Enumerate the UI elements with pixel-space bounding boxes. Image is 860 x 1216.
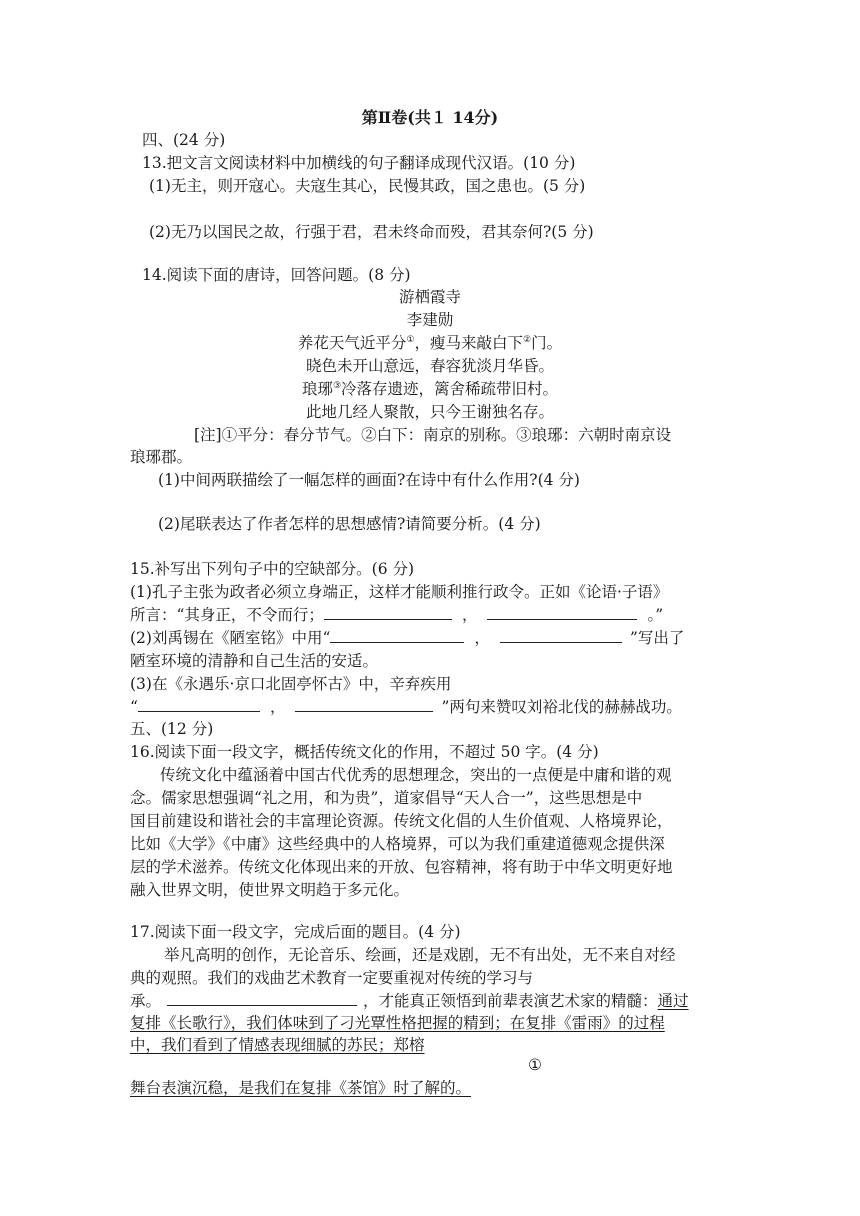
q16-passage-line6: 融入世界文明，使世界文明趋于多元化。 xyxy=(130,881,410,899)
poem-line-4: 此地几经人聚散，只今王谢独名存。 xyxy=(305,403,554,421)
q15-sub2-line2: 陋室环境的清静和自己生活的安适。 xyxy=(130,652,379,670)
page-title: 第Ⅱ卷(共１ 14分) xyxy=(361,108,499,127)
q17-passage-line4: 复排《长歌行》，我们体味到了刁光覃性格把握的精到；在复排《雷雨》的过程 xyxy=(130,1014,665,1032)
q15-sub2-prompt: (2)刘禹锡在《陋室铭》中用“ xyxy=(130,629,331,647)
q17-passage-line3 xyxy=(130,991,689,1011)
q17-line3-middle: ，才能真正领悟到前辈表演艺术家的精髓： xyxy=(363,992,658,1010)
poem-note-1: [注]①平分：春分节气。②白下：南京的别称。③琅琊：六朝时南京设 xyxy=(194,426,672,444)
q17-passage-line1: 举凡高明的创作，无论音乐、绘画，还是戏剧，无不有出处，无不来自对经 xyxy=(164,946,676,964)
blank-2[interactable] xyxy=(487,605,637,620)
q17-line3-start: 承。 xyxy=(130,992,162,1010)
poem-author: 李建勋 xyxy=(406,311,454,329)
q15-sub2-end: ”写出了 xyxy=(629,629,685,647)
blank-5[interactable] xyxy=(138,697,260,712)
q15-sub1-prompt: 所言：“其身正，不令而行； xyxy=(130,606,324,624)
q13-stem: 13.把文言文阅读材料中加横线的句子翻译成现代汉语。(10 分) xyxy=(142,154,576,172)
q15-sub1-comma: ， xyxy=(461,606,478,624)
q17-line3-underlined: 通过 xyxy=(657,992,689,1010)
poem-line-3-part-b: 冷落存遗迹，篱舍稀疏带旧村。 xyxy=(341,380,559,398)
blank-3[interactable] xyxy=(330,628,464,643)
q15-sub3-line1: (3)在《永遇乐·京口北固亭怀古》中，辛弃疾用 xyxy=(130,675,452,693)
q15-stem: 15.补写出下列句子中的空缺部分。(6 分) xyxy=(130,560,415,578)
q16-passage-line5: 层的学术滋养。传统文化体现出来的开放、包容精神，将有助于中华文明更好地 xyxy=(130,858,673,876)
footnote-marker-2: ② xyxy=(523,335,532,345)
q13-sub2: (2)无乃以国民之故，行强于君，君未终命而殁，君其奈何?(5 分) xyxy=(149,223,594,241)
q14-sub1: (1)中间两联描绘了一幅怎样的画面?在诗中有什么作用?(4 分) xyxy=(158,471,580,489)
poem-note-2: 琅琊郡。 xyxy=(130,448,193,466)
q16-passage-line1: 传统文化中蕴涵着中国古代优秀的思想理念，突出的一点便是中庸和谐的观 xyxy=(160,766,672,784)
q16-passage-line4: 比如《大学》《中庸》这些经典中的人格境界，可以为我们重建道德观念提供深 xyxy=(130,835,665,853)
q15-sub3-comma: ， xyxy=(269,698,286,716)
q15-sub3-line2 xyxy=(130,697,682,717)
q14-sub2: (2)尾联表达了作者怎样的思想感情?请简要分析。(4 分) xyxy=(158,515,541,533)
poem-line-3-part-a: 琅琊 xyxy=(301,380,333,398)
q17-stem: 17.阅读下面一段文字，完成后面的题目。(4 分) xyxy=(130,923,461,941)
footnote-marker-3: ③ xyxy=(332,381,342,391)
q13-sub1: (1)无主，则开寇心。夫寇生其心，民慢其政，国之患也。(5 分) xyxy=(149,177,586,195)
q16-passage-line2: 念。儒家思想强调“礼之用，和为贵”，道家倡导“天人合一”，这些思想是中 xyxy=(130,789,643,807)
q17-passage-line5: 中，我们看到了情感表现细腻的苏民；郑榕 xyxy=(130,1036,425,1054)
q14-stem: 14.阅读下面的唐诗，回答问题。(8 分) xyxy=(142,266,411,284)
poem-line-1 xyxy=(0,333,860,353)
footnote-marker-1: ① xyxy=(406,335,415,345)
blank-1[interactable] xyxy=(324,605,452,620)
poem-title: 游栖霞寺 xyxy=(398,288,461,306)
q15-sub2-comma: ， xyxy=(474,629,490,647)
blank-7[interactable] xyxy=(167,991,357,1006)
poem-line-3 xyxy=(0,379,860,399)
section-four-label: 四、(24 分) xyxy=(142,131,226,149)
poem-line-1-part-c: 门。 xyxy=(531,334,563,352)
q17-passage-line6: 舞台表演沉稳，是我们在复排《茶馆》时了解的。 xyxy=(130,1079,472,1097)
q15-sub1-end: 。” xyxy=(647,606,664,624)
poem-line-1-part-a: 养花天气近平分 xyxy=(297,334,407,352)
blank-4[interactable] xyxy=(500,628,622,643)
q17-passage-line2: 典的观照。我们的戏曲艺术教育一定要重视对传统的学习与 xyxy=(130,969,534,987)
q15-sub1-line2 xyxy=(130,605,663,625)
blank-6[interactable] xyxy=(295,697,433,712)
q16-stem: 16.阅读下面一段文字，概括传统文化的作用，不超过 50 字。(4 分) xyxy=(130,743,599,761)
poem-line-1-part-b: ，瘦马来敲白下 xyxy=(414,334,523,352)
q16-passage-line3: 国目前建设和谐社会的丰富理论资源。传统文化倡的人生价值观、人格境界论， xyxy=(130,812,673,830)
q15-sub1-line1: (1)孔子主张为政者必须立身端正，这样才能顺利推行政令。正如《论语·子语》 xyxy=(130,583,669,601)
section-five-label: 五、(12 分) xyxy=(130,720,214,738)
q15-sub2-line1 xyxy=(130,628,684,648)
q15-sub3-open-quote: “ xyxy=(130,698,138,716)
poem-line-2: 晓色未开山意远，春容犹淡月华昏。 xyxy=(305,357,554,375)
q17-marker: ① xyxy=(528,1056,542,1074)
q15-sub3-end: ”两句来赞叹刘裕北伐的赫赫战功。 xyxy=(441,698,682,716)
